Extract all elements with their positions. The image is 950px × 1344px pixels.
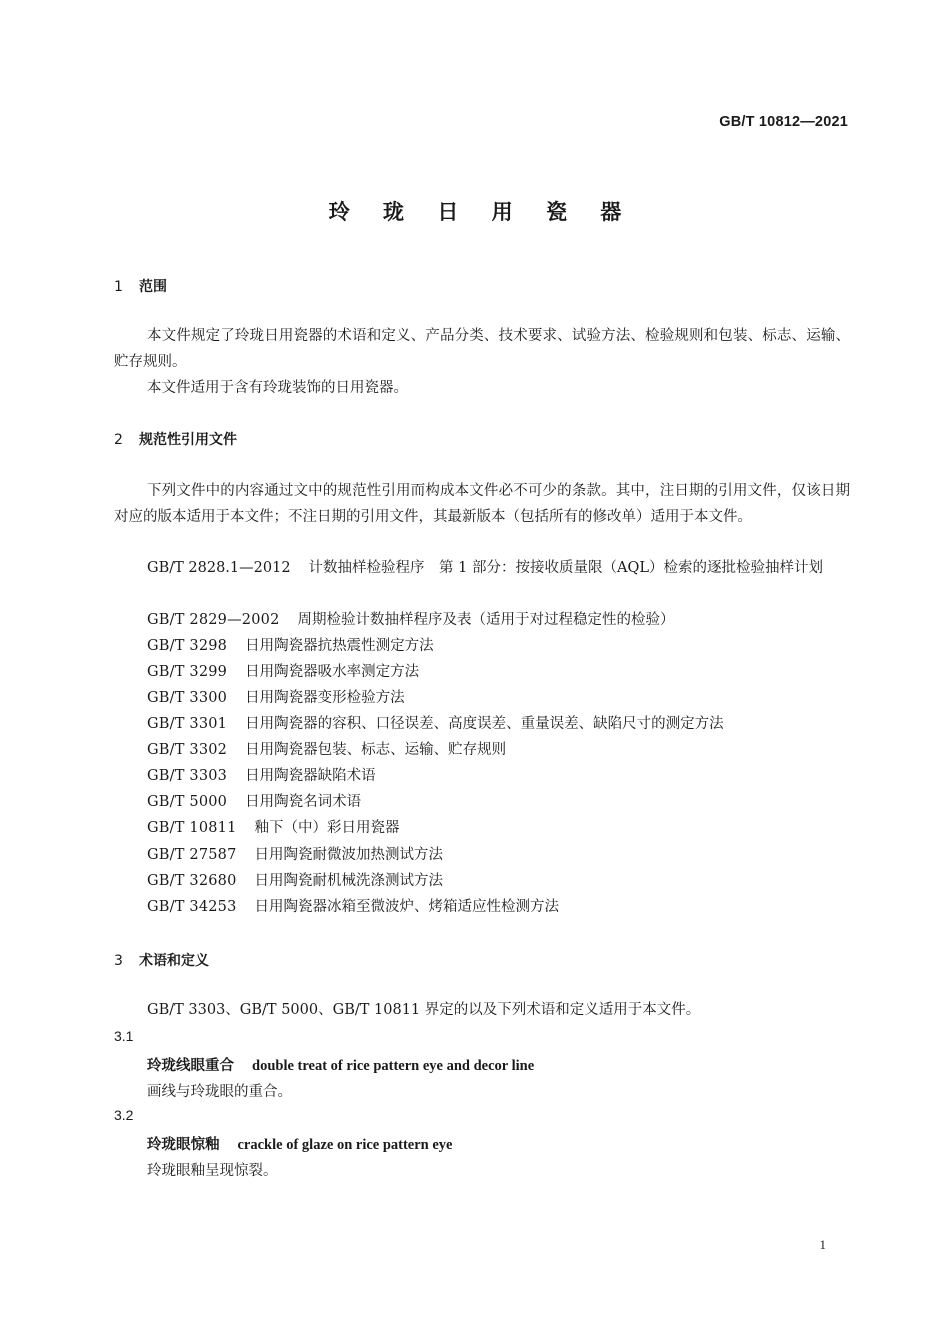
- reference-code: GB/T 32680: [147, 873, 237, 889]
- term-english: crackle of glaze on rice pattern eye: [237, 1137, 453, 1153]
- scope-paragraph-1: 本文件规定了玲珑日用瓷器的术语和定义、产品分类、技术要求、试验方法、检验规则和包装、标志、运输、贮存规则。: [114, 328, 850, 370]
- section-1-number: 1: [114, 279, 123, 295]
- section-2-title: 规范性引用文件: [139, 432, 237, 448]
- reference-item: [147, 633, 434, 659]
- reference-item: [147, 842, 443, 868]
- term-heading: [147, 1054, 534, 1075]
- reference-item: [147, 815, 400, 841]
- reference-code: GB/T 34253: [147, 899, 237, 915]
- section-2-heading: [114, 429, 237, 449]
- section-3-title: 术语和定义: [139, 953, 209, 969]
- reference-item: [147, 763, 376, 789]
- reference-title: 日用陶瓷器包装、标志、运输、贮存规则: [245, 742, 507, 758]
- reference-item: [147, 868, 443, 894]
- reference-item: [147, 789, 361, 815]
- section-3-number: 3: [114, 953, 123, 969]
- reference-code: GB/T 5000: [147, 794, 228, 810]
- reference-title: 日用陶瓷器缺陷术语: [245, 768, 376, 784]
- scope-paragraph-2: 本文件适用于含有玲珑装饰的日用瓷器。: [147, 380, 408, 396]
- reference-item: [147, 659, 419, 685]
- reference-code: GB/T 2829—2002: [147, 612, 280, 628]
- document-title: 玲 珑 日 用 瓷 器: [328, 200, 635, 224]
- reference-title: 日用陶瓷耐机械洗涤测试方法: [254, 873, 444, 889]
- section-3-heading: [114, 950, 209, 970]
- reference-title: 日用陶瓷器变形检验方法: [245, 690, 405, 706]
- reference-code: GB/T 3298: [147, 638, 228, 654]
- reference-title: 釉下（中）彩日用瓷器: [254, 820, 400, 836]
- reference-title: 日用陶瓷耐微波加热测试方法: [254, 847, 444, 863]
- reference-code: GB/T 3301: [147, 716, 228, 732]
- term-english: double treat of rice pattern eye and decor line: [252, 1058, 535, 1074]
- reference-item: [147, 894, 559, 920]
- term-definition: 画线与玲珑眼的重合。: [147, 1084, 292, 1100]
- section-1-title: 范围: [139, 279, 167, 295]
- reference-title: 日用陶瓷器抗热震性测定方法: [245, 638, 434, 654]
- term-number: 3.1: [114, 1028, 134, 1044]
- reference-title: 日用陶瓷名词术语: [245, 794, 362, 810]
- term-chinese: 玲珑线眼重合: [147, 1058, 234, 1074]
- reference-code: GB/T 10811: [147, 820, 237, 836]
- reference-item: [147, 685, 405, 711]
- term-number: 3.2: [114, 1107, 134, 1123]
- reference-code: GB/T 3302: [147, 742, 228, 758]
- reference-item: [147, 737, 506, 763]
- standard-number: GB/T 10812—2021: [719, 114, 848, 130]
- page-number: 1: [819, 1237, 826, 1252]
- term-chinese: 玲珑眼惊釉: [147, 1137, 220, 1153]
- term-heading: [147, 1133, 453, 1154]
- references-intro: 下列文件中的内容通过文中的规范性引用而构成本文件必不可少的条款。其中，注日期的引用文件，仅该日期对应的版本适用于本文件；不注日期的引用文件，其最新版本（包括所有的修改单）适用于本文件。: [114, 483, 850, 525]
- reference-item: [147, 607, 675, 633]
- reference-code: GB/T 3299: [147, 664, 228, 680]
- reference-code: GB/T 27587: [147, 847, 237, 863]
- reference-item: [114, 555, 850, 581]
- terms-intro: GB/T 3303、GB/T 5000、GB/T 10811 界定的以及下列术语和定义适用于本文件。: [147, 1002, 701, 1018]
- reference-title: 日用陶瓷器吸水率测定方法: [245, 664, 420, 680]
- reference-code: GB/T 3300: [147, 690, 228, 706]
- reference-item: [147, 711, 724, 737]
- reference-title: 周期检验计数抽样程序及表（适用于对过程稳定性的检验）: [297, 612, 675, 628]
- term-definition: 玲珑眼釉呈现惊裂。: [147, 1163, 278, 1179]
- reference-title: 日用陶瓷器冰箱至微波炉、烤箱适应性检测方法: [254, 899, 560, 915]
- reference-title: 计数抽样检验程序 第 1 部分：按接收质量限（AQL）检索的逐批检验抽样计划: [308, 560, 823, 576]
- reference-title: 日用陶瓷器的容积、口径误差、高度误差、重量误差、缺陷尺寸的测定方法: [245, 716, 724, 732]
- reference-code: GB/T 2828.1—2012: [147, 560, 291, 576]
- reference-code: GB/T 3303: [147, 768, 228, 784]
- section-2-number: 2: [114, 432, 123, 448]
- section-1-heading: [114, 276, 167, 296]
